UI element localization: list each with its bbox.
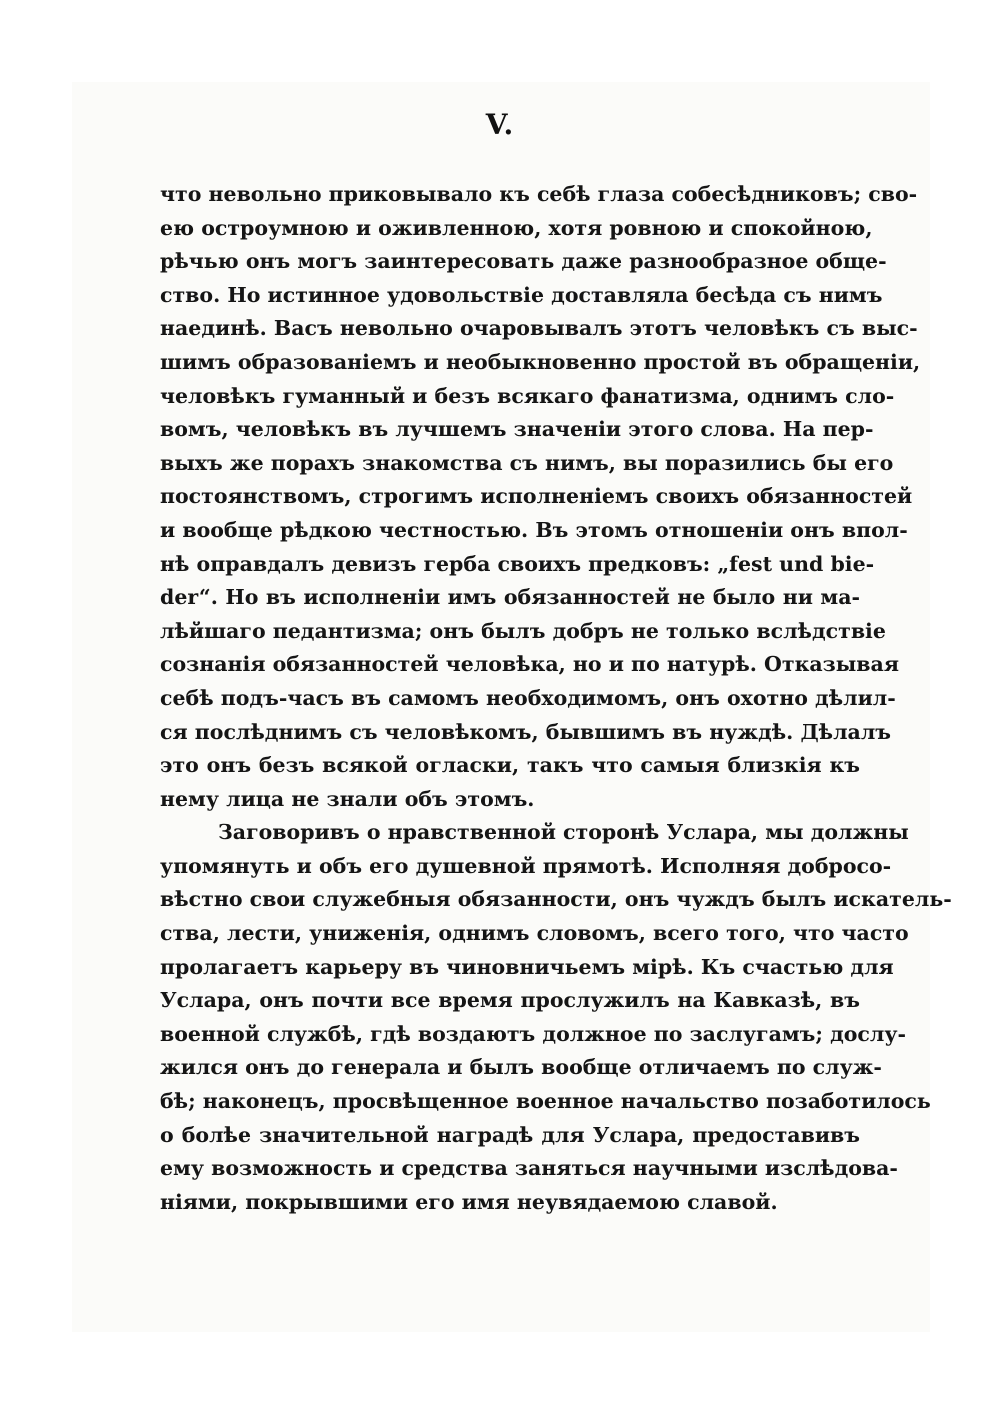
- text-line: военной службѣ, гдѣ воздаютъ должное по заслугамъ; дослу-: [160, 1021, 906, 1046]
- text-line: постоянствомъ, строгимъ исполненіемъ своихъ обязанностей: [160, 484, 913, 509]
- text-line: ею остроумною и оживленною, хотя ровною и спокойною,: [160, 215, 873, 240]
- text-line: ніями, покрывшими его имя неувядаемою славой.: [160, 1189, 778, 1214]
- text-line: человѣкъ гуманный и безъ всякаго фанатизма, однимъ сло-: [160, 383, 895, 408]
- text-line: лѣйшаго педантизма; онъ былъ добръ не только вслѣдствіе: [160, 618, 886, 643]
- text-line: что невольно приковывало къ себѣ глаза собесѣдниковъ; сво-: [160, 182, 918, 206]
- text-line: нѣ оправдалъ девизъ герба своихъ предковъ: „fest und bie-: [160, 551, 875, 576]
- text-line: ства, лести, униженія, однимъ словомъ, всего того, что часто: [160, 921, 909, 946]
- text-line: бѣ; наконецъ, просвѣщенное военное начальство позаботилось: [160, 1089, 931, 1114]
- text-line: Услара, онъ почти все время прослужилъ на Кавказѣ, въ: [160, 988, 860, 1013]
- text-line: о болѣе значительной наградѣ для Услара, предоставивъ: [160, 1122, 860, 1147]
- text-line: сознанія обязанностей человѣка, но и по натурѣ. Отказывая: [160, 652, 899, 677]
- paragraph-2: [160, 816, 952, 1219]
- text-line: нему лица не знали объ этомъ.: [160, 786, 535, 811]
- text-line: рѣчью онъ могъ заинтересовать даже разнообразное обще-: [160, 249, 887, 274]
- text-line: наединѣ. Васъ невольно очаровывалъ этотъ человѣкъ съ выс-: [160, 316, 918, 341]
- page-number: V.: [485, 108, 515, 141]
- text-line: упомянуть и объ его душевной прямотѣ. Исполняя добросо-: [160, 853, 892, 878]
- text-line: это онъ безъ всякой огласки, такъ что самыя близкія къ: [160, 753, 860, 778]
- text-line: жился онъ до генерала и былъ вообще отличаемъ по служ-: [160, 1055, 882, 1080]
- text-line: ему возможность и средства заняться научными изслѣдова-: [160, 1156, 898, 1181]
- text-line: ся послѣднимъ съ человѣкомъ, бывшимъ въ нуждѣ. Дѣлалъ: [160, 719, 892, 744]
- text-line: Заговоривъ о нравственной сторонѣ Услара, мы должны: [218, 820, 909, 845]
- text-line: пролагаетъ карьеру въ чиновничьемъ мірѣ. Къ счастью для: [160, 954, 894, 979]
- text-line: ство. Но истинное удовольствіе доставляла бесѣда съ нимъ: [160, 282, 883, 307]
- body-text: [160, 178, 952, 1219]
- text-line: и вообще рѣдкою честностью. Въ этомъ отношеніи онъ впол-: [160, 517, 908, 542]
- paragraph-1: [160, 178, 921, 816]
- text-line: шимъ образованіемъ и необыкновенно простой въ обращеніи,: [160, 349, 921, 374]
- text-line: выхъ же порахъ знакомства съ нимъ, вы поразились бы его: [160, 450, 894, 475]
- text-line: вомъ, человѣкъ въ лучшемъ значеніи этого слова. На пер-: [160, 417, 874, 442]
- text-line: der“. Но въ исполненіи имъ обязанностей не было ни ма-: [160, 585, 860, 610]
- text-line: себѣ подъ-часъ въ самомъ необходимомъ, онъ охотно дѣлил-: [160, 685, 896, 710]
- text-line: вѣстно свои служебныя обязанности, онъ чуждъ былъ искатель-: [160, 887, 952, 912]
